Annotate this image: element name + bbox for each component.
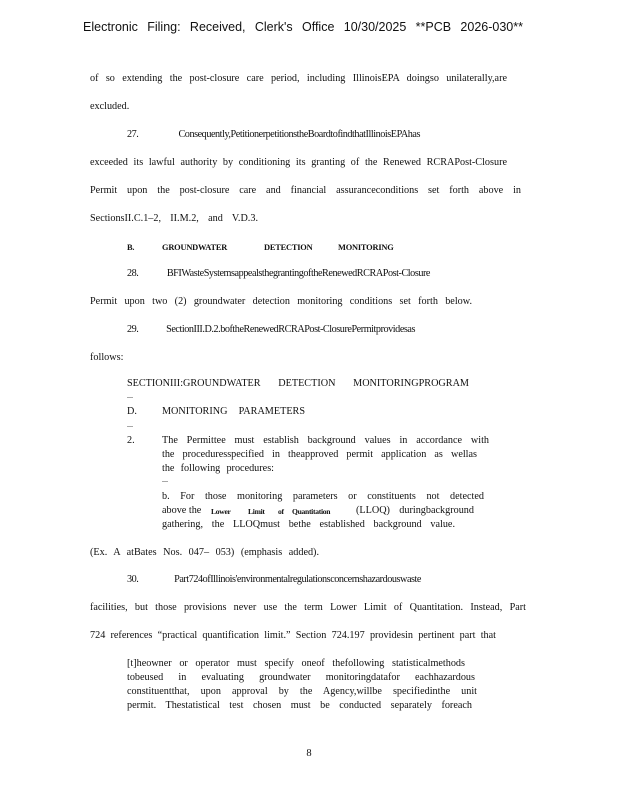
quote-item-number: 2. (127, 435, 135, 446)
quote-emphasis-word: Quantitation (292, 507, 331, 516)
quote-line: permit. Thestatistical test chosen must be conducted separately foreach (127, 700, 472, 711)
quote-emphasis-word: of (278, 507, 284, 516)
quote-line: the proceduresspecified in theapproved permit application as wellas (162, 449, 477, 460)
paragraph-30-line: 724 references “practical quantification limit.” Section 724.197 providesin pertinent part that (90, 630, 496, 641)
quote-line: gathering, the LLOQmust bethe established background value. (162, 519, 455, 530)
citation: (Ex. A atBates Nos. 047– 053) (emphasis added). (90, 547, 319, 558)
section-heading-word: MONITORING (338, 243, 394, 252)
section-heading-word: GROUNDWATER (162, 243, 228, 252)
quote-line: [t]heowner or operator must specify oneof thefollowing statisticalmethods (127, 658, 465, 669)
quote-item-letter: D. (127, 406, 137, 417)
quote-line: constituentthat, upon approval by the Agency,willbe specifiedinthe unit (127, 686, 477, 697)
paragraph-27-line: exceeded its lawful authority by conditioning its granting of the Renewed RCRAPost-Closure (90, 157, 507, 168)
page-number: 8 (306, 748, 312, 759)
paragraph-29-line: 29. SectionIII.D.2.boftheRenewedRCRAPost-ClosurePermitprovidesas (127, 324, 415, 335)
quote-section-title: SECTIONIII:GROUNDWATER DETECTION MONITORINGPROGRAM (127, 378, 469, 389)
paragraph-line: of so extending the post-closure care period, including IllinoisEPA doingso unilaterally,are (90, 73, 507, 84)
section-heading-letter: B. (127, 243, 135, 252)
quote-ellipsis: ... (127, 420, 133, 429)
paragraph-27-line: Permit upon the post-closure care and financial assuranceconditions set forth above in (90, 185, 521, 196)
quote-line: The Permittee must establish background values in accordance with (162, 435, 489, 446)
quote-item-title: MONITORING PARAMETERS (162, 406, 305, 417)
quote-line: the following procedures: (162, 463, 274, 474)
filing-stamp-header: Electronic Filing: Received, Clerk's Office 10/30/2025 **PCB 2026-030** (83, 20, 523, 34)
quote-line: b. For those monitoring parameters or constituents not detected (162, 491, 484, 502)
paragraph-28-line: Permit upon two (2) groundwater detection monitoring conditions set forth below. (90, 296, 472, 307)
quote-line: tobeused in evaluating groundwater monitoringdatafor eachhazardous (127, 672, 475, 683)
quote-emphasis-word: Limit (248, 507, 265, 516)
quote-emphasis-word: Lower (211, 507, 231, 516)
section-heading-word: DETECTION (264, 243, 313, 252)
paragraph-29-line: follows: (90, 352, 124, 363)
paragraph-30-line: 30. Part724ofIllinois'environmentalregulationsconcernshazardouswaste (127, 574, 421, 585)
quote-ellipsis: ... (127, 391, 133, 400)
paragraph-line: excluded. (90, 101, 130, 112)
paragraph-28-line: 28. BFIWasteSystemsappealsthegrantingoftheRenewedRCRAPost-Closure (127, 268, 430, 279)
quote-line: above the (162, 505, 202, 516)
paragraph-27-line: SectionsII.C.1–2, II.M.2, and V.D.3. (90, 213, 258, 224)
paragraph-27-line: 27. Consequently,PetitionerpetitionstheBoardtofindthatIllinoisEPAhas (127, 129, 420, 140)
quote-ellipsis: ... (162, 475, 168, 484)
quote-line: (LLOQ) duringbackground (356, 505, 474, 516)
paragraph-30-line: facilities, but those provisions never use the term Lower Limit of Quantitation. Instead, Part (90, 602, 526, 613)
